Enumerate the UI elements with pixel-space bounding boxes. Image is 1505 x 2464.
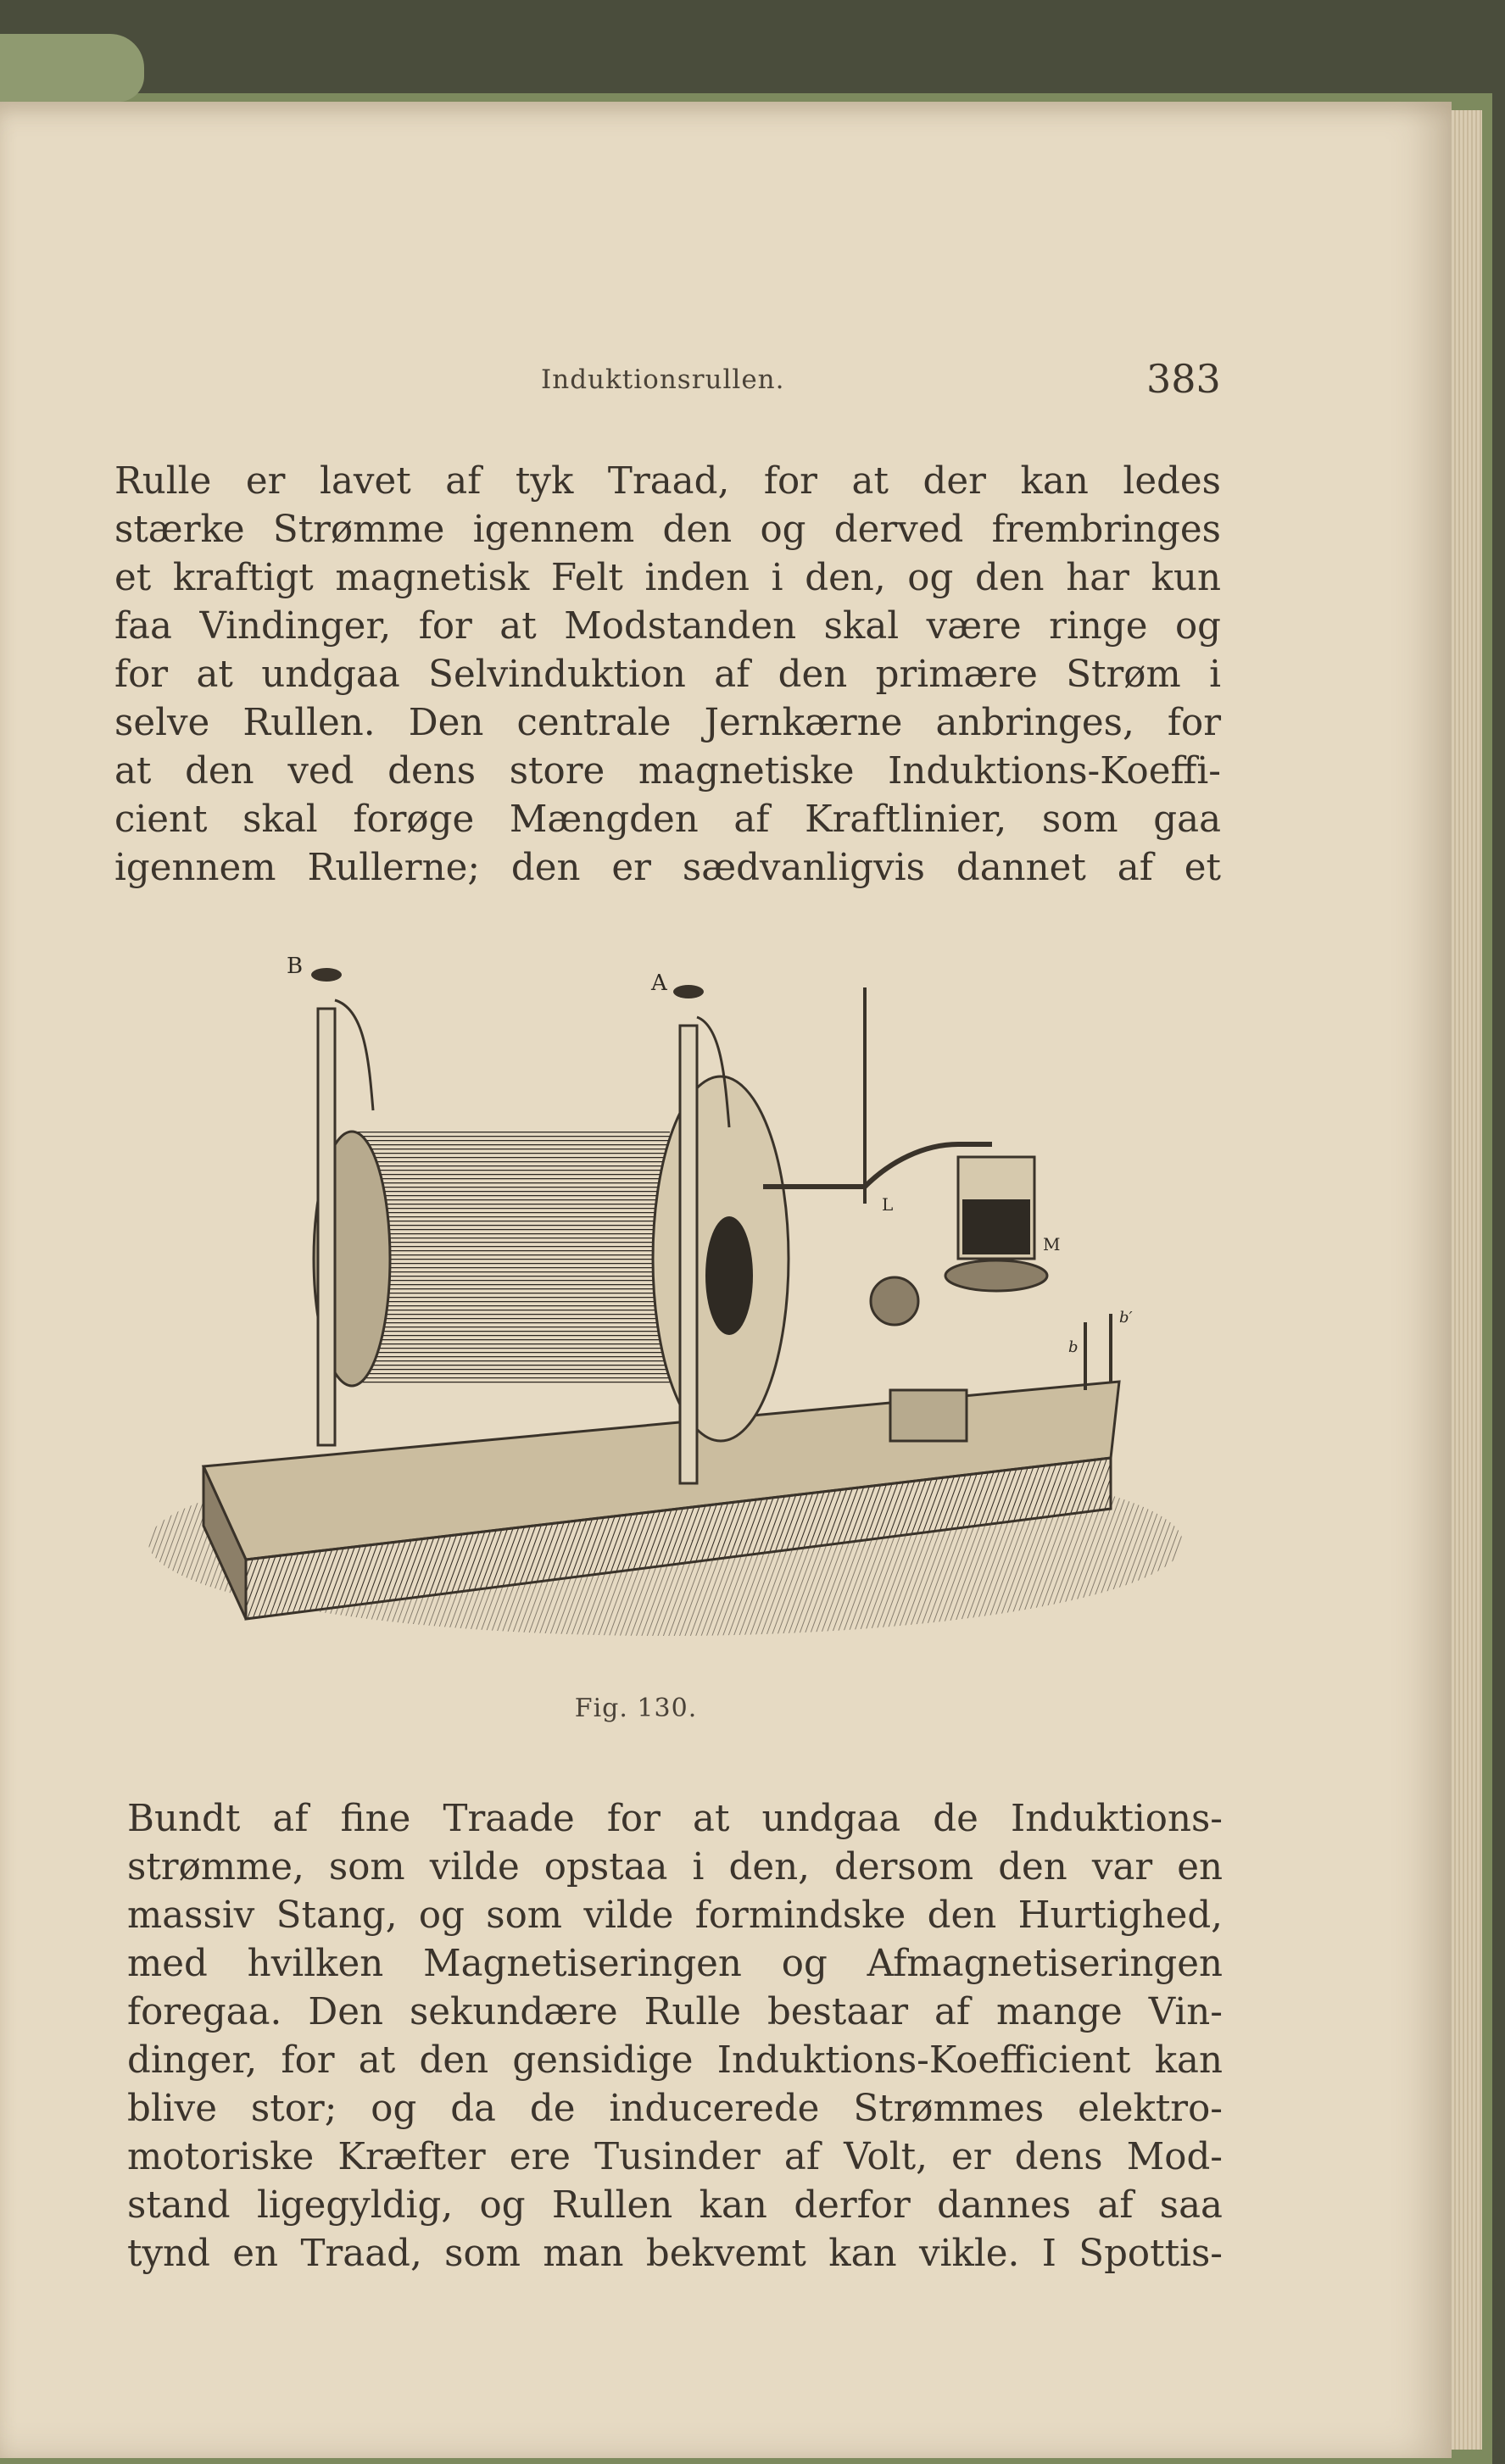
- label-b-small: b: [1068, 1338, 1079, 1356]
- cup-base: [945, 1260, 1047, 1291]
- text-line: igennem Rullerne; den er sædvanligvis dannet af et: [114, 847, 1221, 889]
- paragraph-bottom: [127, 1795, 1223, 2278]
- text-line: stærke Strømme igennem den og derved frembringes: [114, 509, 1221, 551]
- text-line: foregaa. Den sekundære Rulle bestaar af mange Vin-: [127, 1991, 1223, 2033]
- text-line: motoriske Kræfter ere Tusinder af Volt, er dens Mod-: [127, 2136, 1223, 2178]
- label-m: M: [1043, 1234, 1061, 1254]
- text-line: massiv Stang, og som vilde formindske den Hurtighed,: [127, 1894, 1223, 1937]
- text-line: faa Vindinger, for at Modstanden skal være ringe og: [114, 605, 1221, 648]
- bookmark-ribbon: [0, 34, 144, 102]
- induction-coil-figure: [144, 949, 1187, 1644]
- terminal-b: [311, 968, 342, 982]
- text-line: stand ligegyldig, og Rullen kan derfor dannes af saa: [127, 2184, 1223, 2227]
- text-line: for at undgaa Selvinduktion af den primære Strøm i: [114, 654, 1221, 696]
- text-line: cient skal forøge Mængden af Kraftlinier, som gaa: [114, 798, 1221, 841]
- text-line: dinger, for at den gensidige Induktions-Koefficient kan: [127, 2039, 1223, 2082]
- text-line: at den ved dens store magnetiske Induktions-Koeffi-: [114, 750, 1221, 793]
- text-line: et kraftigt magnetisk Felt inden i den, og den har kun: [114, 557, 1221, 599]
- figure-caption: Fig. 130.: [574, 1694, 698, 1723]
- pillar-a: [680, 1026, 697, 1483]
- page-edges: [1452, 110, 1482, 2450]
- terminal-a: [673, 985, 704, 998]
- text-line: strømme, som vilde opstaa i den, dersom den var en: [127, 1846, 1223, 1888]
- text-line: med hvilken Magnetiseringen og Afmagnetiseringen: [127, 1943, 1223, 1985]
- text-line: Bundt af fine Traade for at undgaa de Induktions-: [127, 1798, 1223, 1840]
- book-page: [0, 102, 1452, 2458]
- label-l: L: [882, 1194, 894, 1215]
- coil-body: [348, 1132, 670, 1386]
- core-end: [705, 1216, 753, 1335]
- mercury-fill: [962, 1199, 1030, 1254]
- label-a: A: [651, 971, 667, 996]
- text-line: Rulle er lavet af tyk Traad, for at der kan ledes: [114, 460, 1221, 503]
- page-header: [0, 356, 1452, 407]
- running-title: Induktionsrullen.: [541, 364, 785, 395]
- label-b: B: [287, 954, 304, 979]
- text-line: tynd en Traad, som man bekvemt kan vikle. I Spottis-: [127, 2233, 1223, 2275]
- text-line: selve Rullen. Den centrale Jernkærne anbringes, for: [114, 702, 1221, 744]
- paragraph-top: [114, 458, 1221, 893]
- pillar-b: [318, 1009, 335, 1445]
- text-line: blive stor; og da de inducerede Strømmes elektro-: [127, 2088, 1223, 2130]
- label-b-prime: b′: [1119, 1309, 1133, 1327]
- page-number: 383: [1146, 356, 1221, 402]
- wire-b: [335, 1000, 373, 1110]
- small-motor: [890, 1390, 967, 1441]
- contact-wheel: [871, 1277, 918, 1325]
